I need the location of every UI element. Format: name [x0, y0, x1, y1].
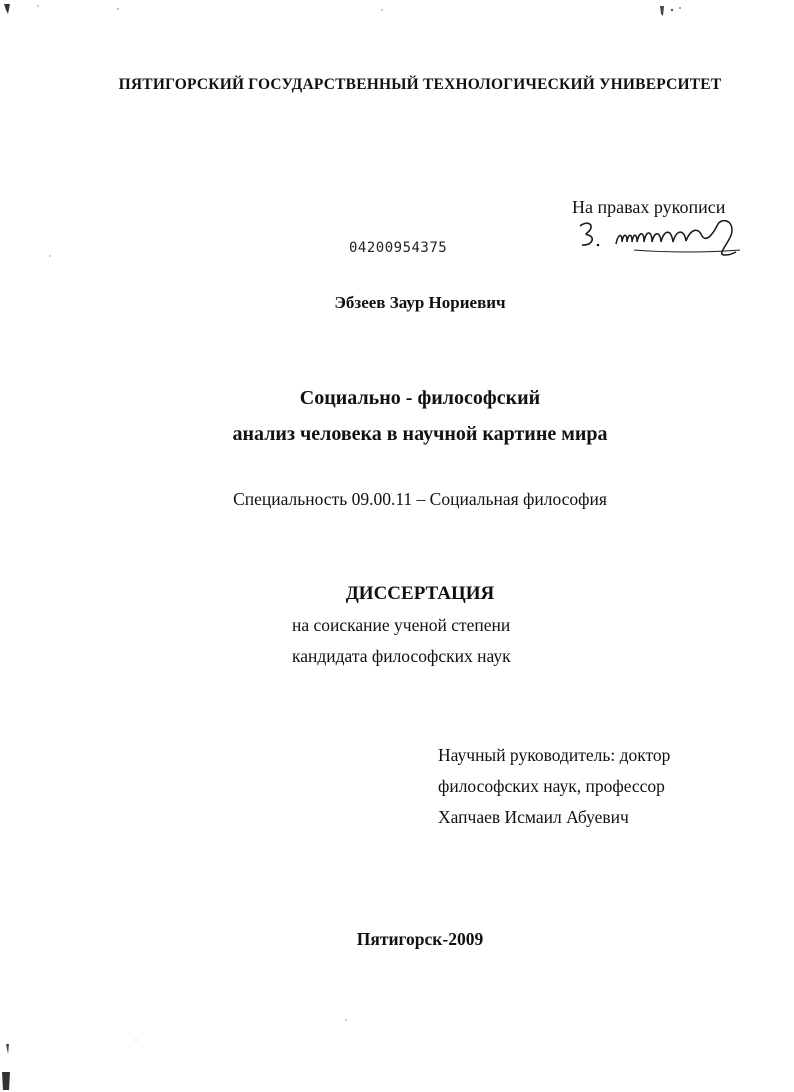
dissertation-title-line-1: Социально - философский	[299, 387, 541, 409]
inventory-number: 04200954375	[349, 240, 448, 256]
advisor-line-1: Научный руководитель: доктор	[438, 745, 671, 765]
scientific-advisor	[438, 740, 670, 833]
document-type: ДИССЕРТАЦИЯ	[345, 583, 495, 604]
degree-line-1: на соискание ученой степени	[292, 615, 511, 635]
degree-line-2: кандидата философских наук	[292, 646, 511, 666]
dissertation-title-line-2: анализ человека в научной картине мира	[232, 423, 608, 445]
manuscript-rights-note: На правах рукописи	[572, 197, 726, 217]
handwritten-signature	[572, 212, 752, 260]
city-year: Пятигорск-2009	[356, 929, 484, 949]
specialty: Специальность 09.00.11 – Социальная философия	[233, 489, 607, 509]
author-name: Эбзеев Заур Нориевич	[334, 293, 506, 312]
advisor-line-2: философских наук, профессор	[438, 776, 665, 796]
advisor-line-3: Хапчаев Исмаил Абуевич	[438, 807, 629, 827]
university-name: ПЯТИГОРСКИЙ ГОСУДАРСТВЕННЫЙ ТЕХНОЛОГИЧЕСКИЙ УНИВЕРСИТЕТ	[118, 76, 722, 93]
